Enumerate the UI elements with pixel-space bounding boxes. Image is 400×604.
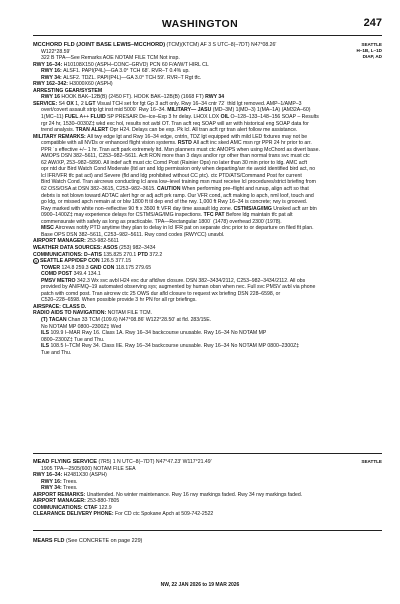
- mcchord-text: Base OPS DSN 382–5611, C253–982–5611. Rwy cond codes (RWYCC) unavbl.: [41, 231, 225, 238]
- mcchord-text: MILITARY REMARKS:: [33, 133, 88, 140]
- mead-sidebar-label: SEATTLE: [361, 459, 382, 464]
- mcchord-text: JASU: [197, 107, 213, 114]
- mcchord-text: ALSF2. TDZL. PAPI(P4L)—GA 3.0° TCH 59′. RVR–T Rgt tfc.: [63, 74, 202, 81]
- mcchord-text: MISC: [41, 225, 56, 232]
- mcchord-text: Before ldg maintain tfc pat alt: [225, 212, 293, 219]
- mead-text: MEAD FLYING SERVICE: [33, 459, 98, 465]
- mead-text: COMMUNICATIONS: CTAF: [33, 504, 99, 511]
- mcchord-text: FUEL: [64, 114, 80, 121]
- mcchord-text: 62 AW/XP, 253–982–5890. All indef acft must ctc Comd Post (Rainier Ops) no later than 30 min prior to ldg. AMC acft: [41, 159, 308, 166]
- mcchord-text: Visual TCH set for fgt Gp 3 acft only. Rwy 16–34 cntr 72´ thld lgt removed. AMP–1/AMP–3: [96, 100, 302, 107]
- mcchord-text: CSTMS/AG/IMG: [233, 205, 274, 212]
- state-title: WASHINGTON: [161, 18, 239, 30]
- mcchord-text: 1(MC–11): [41, 114, 65, 121]
- mcchord-text: OX: [66, 100, 76, 107]
- mcchord-text: 0800–2300Z‡ Tue and Thu.: [41, 336, 105, 343]
- mcchord-text: FLUID: [90, 114, 108, 121]
- mcchord-text: Unsked acft arr btn: [273, 205, 317, 212]
- mcchord-text: TRAN ALERT: [75, 127, 110, 134]
- mcchord-text: ALSF1. PAPI(P4L)—GA 3.0° TCH 68′. RVR–T 0.4% up.: [63, 68, 190, 75]
- mcchord-text: RWY 16–34:: [33, 61, 64, 68]
- mcchord-text: ILS: [41, 330, 51, 337]
- mcchord-text: COMD POST: [41, 271, 74, 278]
- mcchord-text: TFC PAT: [203, 212, 226, 219]
- mcchord-text: 124.8 259.3: [61, 264, 91, 271]
- mcchord-sidebar-label: DIAP, AD: [362, 53, 382, 59]
- mcchord-text: PTD: [137, 251, 150, 258]
- mcchord-text: lcl IFR/VFR tfc pat act) and Severe (fld and ldg prohibited without CC ptc). ctc PTD/ATS/Command Post for current: [41, 172, 302, 179]
- header-rule: [33, 35, 382, 36]
- mcchord-text: NOTAM FILE TCM.: [107, 310, 153, 317]
- mcchord-text: SERVICE:: [33, 100, 59, 107]
- mead-text: For CD ctc Spokane Apch at 509-742-2522: [114, 511, 214, 518]
- mcchord-text: 322 B TPA—See Remarks AOE NOTAM FILE TCM Not insp.: [41, 55, 180, 62]
- mcchord-text: PMSV METRO: [41, 277, 77, 284]
- mcchord-text: opr ntd dur Bird Watch Cond Moderate (ltd arr and ldg permission only when departing/arr rte avoid identified bird act, no: [41, 166, 316, 173]
- mcchord-text: SEATTLE APP/DEP CON: [40, 258, 102, 265]
- mcchord-text: RWY 16:: [41, 68, 64, 75]
- mears-ref: (See CONCRETE on page 229): [65, 538, 143, 544]
- mcchord-sidebar-label: SEATTLE: [361, 42, 382, 47]
- mears-entry: [33, 538, 142, 544]
- mcchord-text: SP PRESAIR De–ice–Exp 3 hr delay. LHOX LOX: [107, 114, 221, 121]
- mcchord-text: commensurate with safety as long as practicable. TPA—Rectangular 1800´ (1478) overhead 2300´(1978).: [41, 218, 282, 225]
- mcchord-text: 253-982-5611: [87, 238, 119, 245]
- mcchord-text: No NOTAM MP 0800–2300Z‡ Wed: [41, 323, 122, 330]
- mcchord-text: Bird Watch Cond. Tran aircrews conducting lcl area low–level training msn must receive lcl procedures/strict briefing from: [41, 179, 316, 186]
- mcchord-text: Opr H24. Delays can be exp. Pk lcl. All tran acft rgr tran alert follow me assistance.: [109, 127, 298, 134]
- mead-text: 253-880-7805: [87, 498, 120, 505]
- mcchord-line: [33, 350, 382, 357]
- mcchord-text: Tue and Thu.: [41, 349, 72, 356]
- mcchord-text: 1, 2: [75, 100, 86, 107]
- mead-text: RWY 16:: [41, 478, 64, 485]
- radar-service-icon: R: [34, 259, 38, 265]
- mcchord-text: All twy edge lgt and Rwy 16–34 edge, cntrln, TDZ lgt equipped with mild LED fixtures may not be: [87, 133, 308, 140]
- mead-text: RWY 16–34:: [33, 472, 64, 479]
- mcchord-text: (T) TACAN: [41, 316, 69, 323]
- mcchord-text: RWY 34:: [41, 74, 64, 81]
- mcchord-text: overt/covert assault strip lgt inst mid 5000´ Rwy 16–34.: [41, 107, 168, 114]
- effective-dates-footer: NW, 22 JAN 2026 to 19 MAR 2026: [160, 582, 240, 588]
- mcchord-text: rgr 24 hr, 1530–0030Z‡ wkd exc hol, results not avbl OT. Tran acft req SOAP will arr with historical eng SOAP data for: [41, 120, 309, 127]
- mcchord-text: AMOPS DSN 382–5611, C253–982–5611. Acft RON more than 3 days and/or rgr other than normal trans svc must ctc: [41, 153, 310, 160]
- mcchord-text: debris is not blown toward ADTAC alert hgr or adj acft prk ramp. Our VFR cond, acft making lo apch, nml loof, touch and: [41, 192, 314, 199]
- mcchord-text: RADIO AIDS TO NAVIGATION:: [33, 310, 108, 317]
- mcchord-text: TOWER: [41, 264, 62, 271]
- mcchord-text: 62 OSS/OSA at DSN 382–3615, C253–982–3615.: [41, 186, 158, 193]
- mcchord-text: provided by AN/FMQ–19 automated observing sys; augmented by human obsn when nec. Full svc PMSV avbl via phone: [41, 284, 316, 291]
- mcchord-text: GND CON: [90, 264, 116, 271]
- mcchord-text: WEATHER DATA SOURCES: ASOS: [33, 244, 120, 251]
- mcchord-text: 108.5 I–TCM Rwy 34. Class IIE. Rwy 16–34 backcourse unusable. Rwy 16–34 No NOTAM MP 0800–2300Z‡: [50, 343, 300, 350]
- entry-divider: [33, 453, 382, 454]
- mcchord-text: PPR ´s effective +/– 1 hr. Tran acft park extremely ltd. Msn planners must ctc AMOPS when using McChord as divert base.: [41, 146, 320, 153]
- mcchord-text: AIRSPACE: CLASS D.: [33, 303, 87, 310]
- mcchord-text: 372.2: [149, 251, 163, 258]
- mcchord-text: C520–228–6598. When possible provide 3 hr PN for all rgr briefings.: [41, 297, 197, 304]
- mcchord-sidebar-label: H–1B, L–1D: [356, 47, 382, 53]
- mead-entry: [33, 459, 382, 518]
- entry-divider-2: [33, 530, 382, 531]
- mead-text: AIRPORT REMARKS:: [33, 491, 87, 498]
- mcchord-text: S4: [58, 100, 67, 107]
- mcchord-text: 342.3 Wx svc avbl H24 exc dur afld/wx closure. DSN 382–3434/2112, C253–982–3434/2112. All obs: [77, 277, 306, 284]
- mcchord-text: H10108X150 (ASPH–CONC–GRVD) PCN 60 F/A/W/T HIRL CL: [63, 61, 209, 68]
- mcchord-text: (253) 982–3434: [119, 244, 156, 251]
- mead-text: AIRPORT MANAGER:: [33, 498, 88, 505]
- mead-text: 122.9: [98, 504, 112, 511]
- mcchord-text: LGT: [85, 100, 97, 107]
- mead-text: 1905 TPA—2505(600) NOTAM FILE SEA: [41, 465, 136, 472]
- mcchord-text: OIL: [220, 114, 231, 121]
- mcchord-text: MCCHORD FLD (JOINT BASE LEWIS–MCCHORD): [33, 42, 166, 48]
- mcchord-text: 109.9 I–MAR Rwy 16. Class 1A. Rwy 16–34 backcourse unusable. Rwy 16–34 No NOTAM MP: [50, 330, 267, 337]
- mead-text: Trees.: [63, 485, 78, 492]
- mcchord-text: 118.175 279.65: [115, 264, 152, 271]
- mcchord-entry: [33, 42, 382, 356]
- page-header: [0, 18, 400, 32]
- page-number: 247: [363, 17, 382, 29]
- mcchord-text: Rwy marked with white non–reflective 90 ft x 3500 ft VFR day time assault ldg zone.: [41, 205, 234, 212]
- mcchord-text: 135.825 270.1: [103, 251, 138, 258]
- mcchord-text: When performing pre–flight and runup, align acft so that: [181, 186, 309, 193]
- mcchord-text: patch with comd post. Tran aircrew ctc 25 OWS dur afld closure to request wx briefing DSN 228–6598, or: [41, 290, 281, 297]
- mcchord-text: RWY 16: [41, 94, 62, 101]
- mcchord-text: (TCM)(KTCM) AF 3 S UTC–8(–7DT) N47°08.26′: [165, 42, 277, 48]
- mcchord-text: RSTD: [177, 140, 194, 147]
- mead-text: Trees.: [63, 478, 78, 485]
- mcchord-text: AIRPORT MANAGER:: [33, 238, 88, 245]
- mead-text: RWY 34:: [41, 485, 64, 492]
- mead-text: CLEARANCE DELIVERY PHONE:: [33, 511, 115, 518]
- mead-text: H2481X30 (ASPH): [63, 472, 107, 479]
- mead-text: Unattended. No winter maintenance. Rwy 16 rwy markings faded. Rwy 34 rwy markings faded.: [86, 491, 303, 498]
- mcchord-text: W122°28.59′: [41, 48, 71, 55]
- mcchord-text: Aircrews notify PTD anytime they plan to delay in lcl IFR pat on separate clnc prior to or departure on filed fit plan.: [55, 225, 314, 232]
- mcchord-text: RWY 162–342:: [33, 81, 70, 88]
- mcchord-text: 126.5 377.15: [101, 258, 132, 265]
- mcchord-text: (MD–3M) 1(MD–3) 1(MA–1A) (AM32A–60): [212, 107, 311, 114]
- mcchord-text: MILITARY—: [167, 107, 198, 114]
- mcchord-text: COMMUNICATIONS: D–ATIS: [33, 251, 104, 258]
- mcchord-text: A++: [79, 114, 91, 121]
- mcchord-text: 0900–1400Z‡ may experience delays for CSTMS/AG/IMG inspections.: [41, 212, 204, 219]
- mcchord-text: go ldg, or missed apch remain at or blw 1800 ft til dep end of the rwy. 1,000 ft Rwy 16–34 is concrete; rwy is grooved.: [41, 199, 308, 206]
- mcchord-text: RWY 34: [205, 94, 225, 101]
- mcchord-text: trend analysis.: [41, 127, 76, 134]
- mead-line: [33, 511, 382, 518]
- mcchord-text: Chan 33 TCM (109.6) N47°08.86′ W122°28.50′ at fld. 283/15E.: [68, 316, 212, 323]
- mcchord-text: H3000X60 (ASPH): [69, 81, 113, 88]
- mcchord-text: All acft inc sked AMC msn rgr PPR 24 hr prior to arr.: [193, 140, 312, 147]
- mcchord-text: compatible with all NVDs or enhanced flight vision systems.: [41, 140, 178, 147]
- mcchord-text: ARRESTING GEAR/SYSTEM: [33, 87, 103, 94]
- mcchord-text: ILS: [41, 343, 51, 350]
- mcchord-text: CAUTION: [157, 186, 182, 193]
- mcchord-text: 349.4 134.1: [73, 271, 101, 278]
- mcchord-text: O–128–133–148–156 SOAP – Results: [230, 114, 319, 121]
- mead-text: (7R5) 1 N UTC–8(–7DT) N47°47.23′ W117°21.49′: [97, 459, 212, 465]
- mcchord-text: HOOK BAK–12B(B) (2450 FT). HOOK BAK–12B(B) (1668 FT): [61, 94, 206, 101]
- mears-name: MEARS FLD: [33, 538, 65, 544]
